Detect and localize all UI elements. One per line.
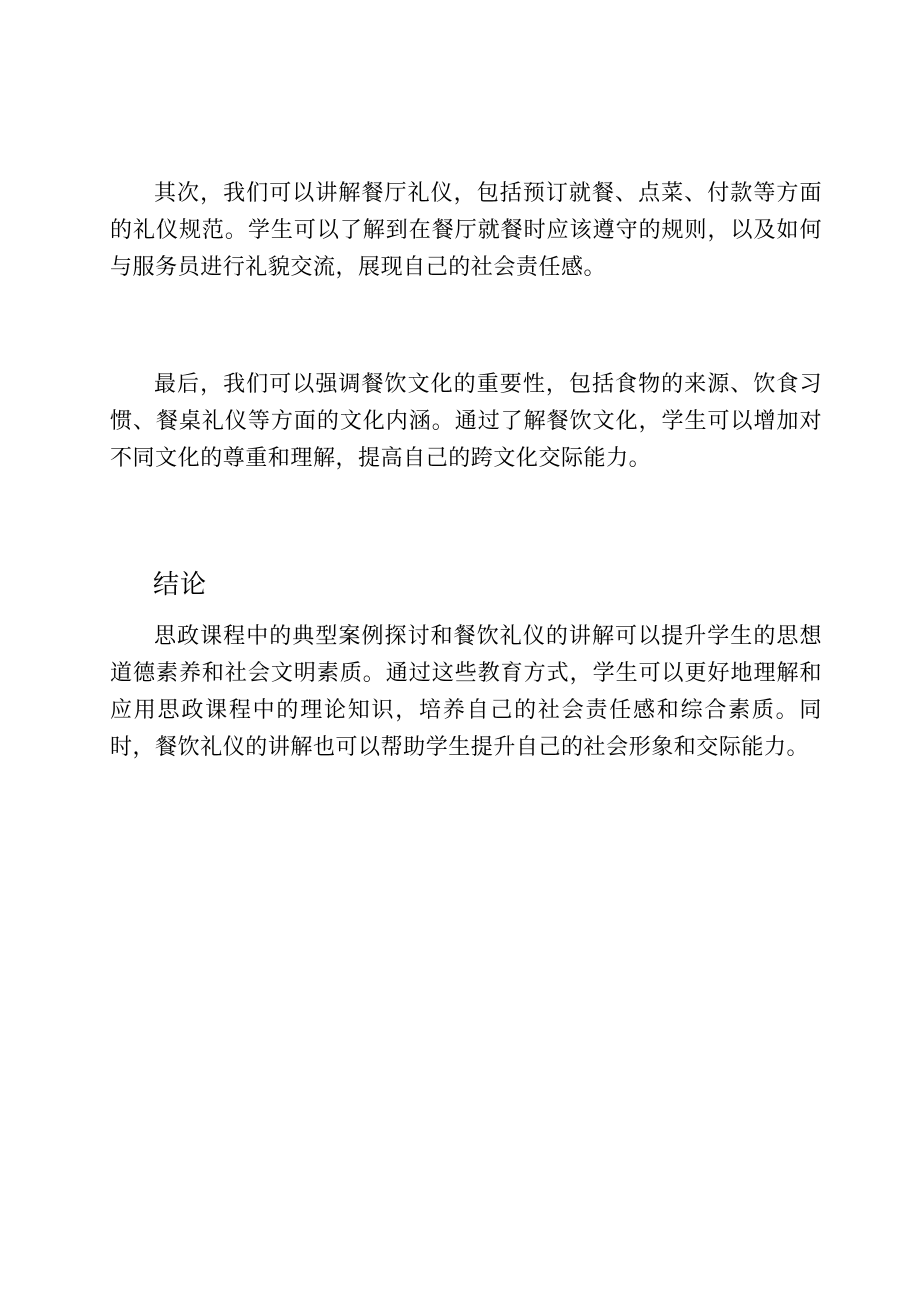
paragraph-conclusion: 思政课程中的典型案例探讨和餐饮礼仪的讲解可以提升学生的思想道德素养和社会文明素质。通过这些教育方式，学生可以更好地理解和应用思政课程中的理论知识，培养自己的社会责任感和综合素质。同时，餐饮礼仪的讲解也可以帮助学生提升自己的社会形象和交际能力。 [110,624,822,760]
paragraph-dining-culture: 最后，我们可以强调餐饮文化的重要性，包括食物的来源、饮食习惯、餐桌礼仪等方面的文化内涵。通过了解餐饮文化，学生可以增加对不同文化的尊重和理解，提高自己的跨文化交际能力。 [110,372,822,471]
paragraph-restaurant-etiquette: 其次，我们可以讲解餐厅礼仪，包括预订就餐、点菜、付款等方面的礼仪规范。学生可以了解到在餐厅就餐时应该遵守的规则，以及如何与服务员进行礼貌交流，展现自己的社会责任感。 [110,181,822,280]
section-heading-conclusion: 结论 [153,570,208,600]
